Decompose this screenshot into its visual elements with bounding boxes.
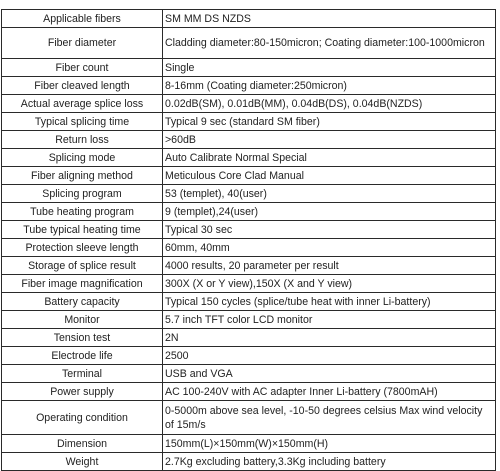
- param-cell: Weight: [2, 453, 163, 471]
- value-cell: 150mm(L)×150mm(W)×150mm(H): [163, 435, 496, 453]
- param-cell: Tube typical heating time: [2, 221, 163, 239]
- value-cell: 5.7 inch TFT color LCD monitor: [163, 311, 496, 329]
- value-cell: 9 (templet),24(user): [163, 203, 496, 221]
- value-cell: AC 100-240V with AC adapter Inner Li-battery (7800mAH): [163, 383, 496, 401]
- table-row: [2, 28, 496, 59]
- table-row: [2, 203, 496, 221]
- table-row: [2, 185, 496, 203]
- specification-table: [1, 9, 496, 471]
- param-cell: Fiber diameter: [2, 28, 163, 59]
- table-row: [2, 383, 496, 401]
- value-cell: 2N: [163, 329, 496, 347]
- param-cell: Return loss: [2, 131, 163, 149]
- table-row: [2, 275, 496, 293]
- param-cell: Operating condition: [2, 401, 163, 435]
- table-row: [2, 435, 496, 453]
- value-cell: Auto Calibrate Normal Special: [163, 149, 496, 167]
- value-cell: 60mm, 40mm: [163, 239, 496, 257]
- param-cell: Fiber aligning method: [2, 167, 163, 185]
- table-row: [2, 453, 496, 471]
- table-row: [2, 365, 496, 383]
- param-cell: Power supply: [2, 383, 163, 401]
- table-row: [2, 167, 496, 185]
- value-cell: 300X (X or Y view),150X (X and Y view): [163, 275, 496, 293]
- table-row: [2, 77, 496, 95]
- value-cell: SM MM DS NZDS: [163, 10, 496, 28]
- value-cell: 0.02dB(SM), 0.01dB(MM), 0.04dB(DS), 0.04dB(NZDS): [163, 95, 496, 113]
- table-row: [2, 95, 496, 113]
- param-cell: Fiber count: [2, 59, 163, 77]
- param-cell: Splicing mode: [2, 149, 163, 167]
- param-cell: Fiber cleaved length: [2, 77, 163, 95]
- param-cell: Dimension: [2, 435, 163, 453]
- table-row: [2, 347, 496, 365]
- table-row: [2, 221, 496, 239]
- value-cell: Single: [163, 59, 496, 77]
- value-cell: 53 (templet), 40(user): [163, 185, 496, 203]
- table-row: [2, 311, 496, 329]
- table-row: [2, 10, 496, 28]
- table-row: [2, 293, 496, 311]
- value-cell: Meticulous Core Clad Manual: [163, 167, 496, 185]
- param-cell: Typical splicing time: [2, 113, 163, 131]
- value-cell: 8-16mm (Coating diameter:250micron): [163, 77, 496, 95]
- param-cell: Applicable fibers: [2, 10, 163, 28]
- param-cell: Terminal: [2, 365, 163, 383]
- param-cell: Electrode life: [2, 347, 163, 365]
- param-cell: Fiber image magnification: [2, 275, 163, 293]
- table-row: [2, 113, 496, 131]
- table-row: [2, 59, 496, 77]
- table-row: [2, 239, 496, 257]
- value-cell: Typical 30 sec: [163, 221, 496, 239]
- table-row: [2, 401, 496, 435]
- value-cell: >60dB: [163, 131, 496, 149]
- param-cell: Actual average splice loss: [2, 95, 163, 113]
- value-cell: Typical 9 sec (standard SM fiber): [163, 113, 496, 131]
- value-cell: Typical 150 cycles (splice/tube heat with inner Li-battery): [163, 293, 496, 311]
- param-cell: Battery capacity: [2, 293, 163, 311]
- param-cell: Monitor: [2, 311, 163, 329]
- table-row: [2, 257, 496, 275]
- param-cell: Splicing program: [2, 185, 163, 203]
- param-cell: Tube heating program: [2, 203, 163, 221]
- value-cell: 2500: [163, 347, 496, 365]
- table-row: [2, 149, 496, 167]
- value-cell: 2.7Kg excluding battery,3.3Kg including battery: [163, 453, 496, 471]
- table-row: [2, 131, 496, 149]
- value-cell: 0-5000m above sea level, -10-50 degrees celsius Max wind velocity of 15m/s: [163, 401, 496, 435]
- param-cell: Protection sleeve length: [2, 239, 163, 257]
- value-cell: USB and VGA: [163, 365, 496, 383]
- param-cell: Storage of splice result: [2, 257, 163, 275]
- value-cell: 4000 results, 20 parameter per result: [163, 257, 496, 275]
- param-cell: Tension test: [2, 329, 163, 347]
- value-cell: Cladding diameter:80-150micron; Coating diameter:100-1000micron: [163, 28, 496, 59]
- table-row: [2, 329, 496, 347]
